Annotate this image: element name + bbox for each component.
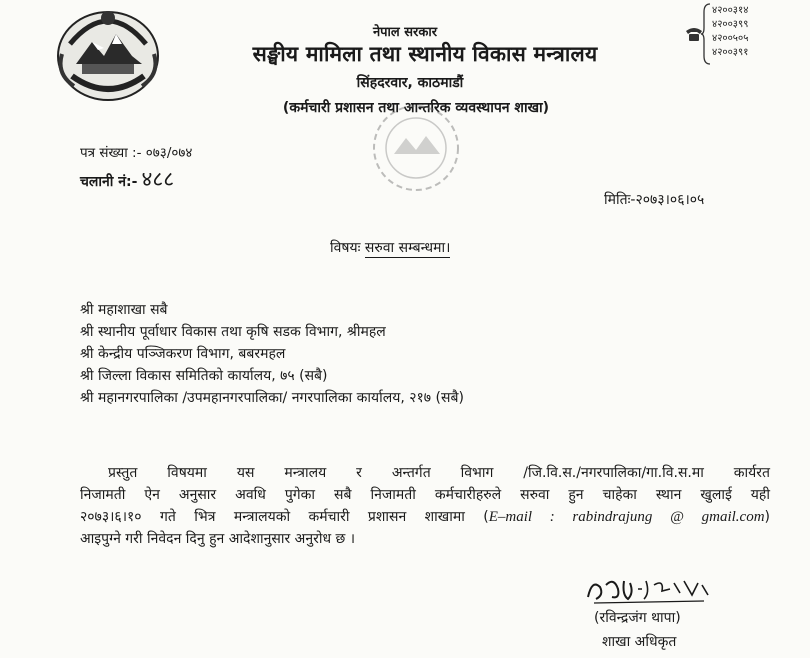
- recipient-item: श्री महानगरपालिका /उपमहानगरपालिका/ नगरपालिका कार्यालय, २१७ (सबै): [80, 390, 464, 406]
- email-address: E–mail : rabindrajung @ gmail.com: [488, 509, 765, 525]
- dispatch-label: चलानी नं:-: [80, 174, 138, 190]
- phone-number: ४२००३९१: [712, 47, 749, 58]
- body-line: निजामती ऐन अनुसार अवधि पुगेका सबै निजामती कर्मचारीहरुले सरुवा हुन चाहेका स्थान खुलाई यही: [80, 487, 770, 503]
- office-stamp-icon: [356, 96, 476, 196]
- phone-number: ४२००३९९: [712, 19, 749, 30]
- body-text-segment: २०७३।६।१० गते भित्र मन्त्रालयको कर्मचारी प्रशासन शाखामा (: [80, 509, 489, 525]
- subject-text: सरुवा सम्बन्धमा।: [364, 240, 451, 256]
- subject-line: [330, 238, 450, 257]
- subject-label: विषयः: [330, 240, 361, 256]
- nepal-emblem-icon: [52, 4, 164, 104]
- dispatch-value: ४८८: [141, 167, 175, 191]
- recipient-item: श्री स्थानीय पूर्वाधार विकास तथा कृषि सडक विभाग, श्रीमहल: [80, 324, 386, 340]
- signer-name: (रविन्द्रजंग थापा): [594, 610, 681, 626]
- phone-number: ४२००५०५: [712, 33, 749, 44]
- signer-designation: शाखा अधिकृत: [602, 634, 677, 650]
- telephone-icon: [684, 26, 704, 42]
- letter-date: मितिः-२०७३।०६।०५: [604, 192, 705, 208]
- body-line: आइपुग्ने गरी निवेदन दिनु हुन आदेशानुसार अनुरोध छ ।: [80, 531, 356, 547]
- dispatch-number: [80, 165, 174, 193]
- body-text-segment: ): [764, 509, 770, 525]
- ministry-name: सङ्घीय मामिला तथा स्थानीय विकास मन्त्रालय: [252, 42, 598, 66]
- branch-name: (कर्मचारी प्रशासन तथा आन्तरिक व्यवस्थापन शाखा): [282, 100, 550, 116]
- phone-numbers: [712, 4, 782, 60]
- recipient-list: [80, 299, 464, 409]
- recipient-item: श्री जिल्ला विकास समितिको कार्यालय, ७५ (सबै): [80, 368, 328, 384]
- body-line: प्रस्तुत विषयमा यस मन्त्रालय र अन्तर्गत विभाग /जि.वि.स./नगरपालिका/गा.वि.स.मा कार्यरत: [108, 465, 770, 481]
- recipient-item: श्री महाशाखा सबै: [80, 302, 168, 318]
- handwritten-signature: [584, 571, 714, 607]
- body-line: [80, 506, 770, 528]
- letter-body: [80, 462, 770, 550]
- recipient-item: श्री केन्द्रीय पञ्जिकरण विभाग, बबरमहल: [80, 346, 286, 362]
- office-address: सिंहदरवार, काठमाडौं: [356, 75, 464, 91]
- phone-number: ४२००३१४: [712, 5, 749, 16]
- government-name: नेपाल सरकार: [372, 25, 438, 40]
- letter-number: पत्र संख्या :- ०७३/०७४: [80, 145, 193, 161]
